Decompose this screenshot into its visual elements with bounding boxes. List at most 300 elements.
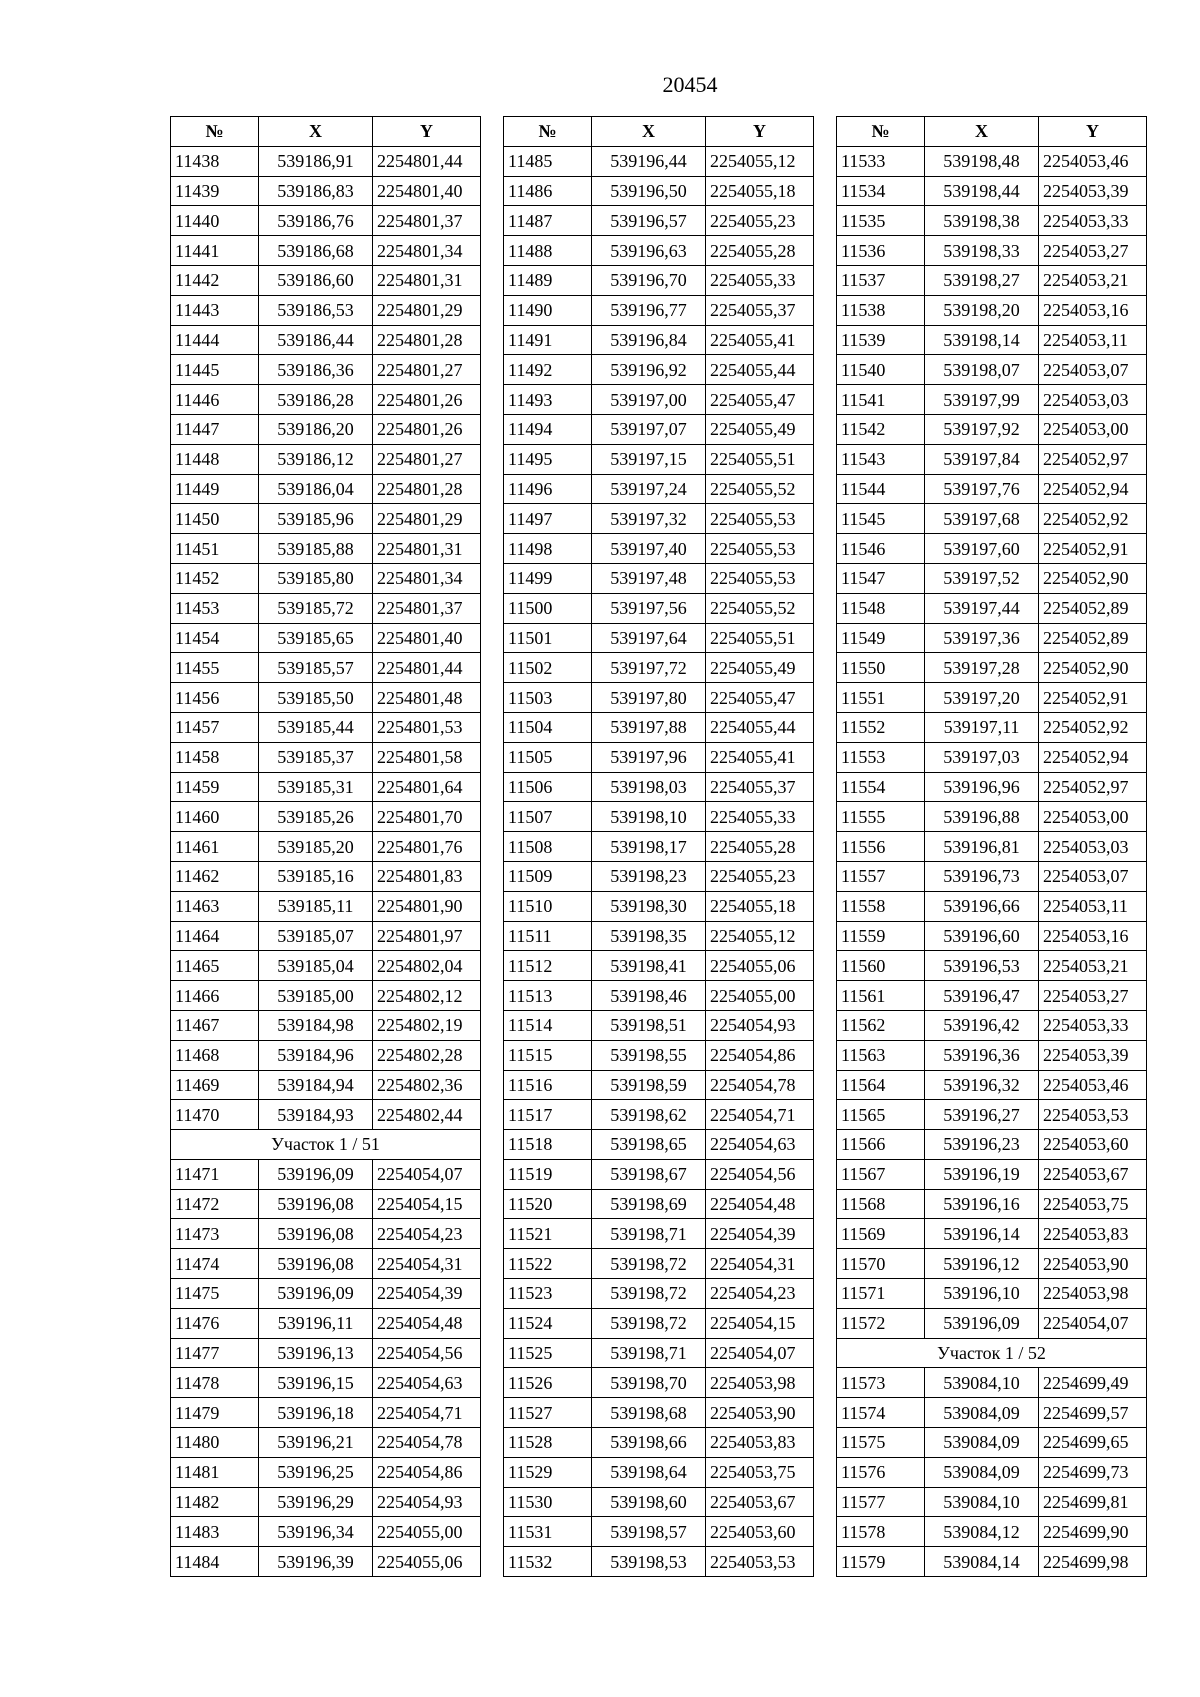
table-row <box>504 1130 814 1160</box>
table-row <box>171 295 481 325</box>
table-row <box>171 265 481 295</box>
y-coordinate-cell: 2254053,60 <box>706 1517 814 1547</box>
y-coordinate-cell: 2254699,90 <box>1039 1517 1147 1547</box>
x-coordinate-cell: 539197,92 <box>925 414 1039 444</box>
point-number-cell: 11515 <box>504 1040 592 1070</box>
point-number-cell: 11496 <box>504 474 592 504</box>
y-coordinate-cell: 2254054,48 <box>706 1189 814 1219</box>
x-coordinate-cell: 539197,28 <box>925 653 1039 683</box>
x-coordinate-cell: 539196,47 <box>925 981 1039 1011</box>
point-number-cell: 11490 <box>504 295 592 325</box>
y-coordinate-cell: 2254055,18 <box>706 176 814 206</box>
table-row <box>504 355 814 385</box>
y-coordinate-cell: 2254052,90 <box>1039 563 1147 593</box>
table-row <box>171 534 481 564</box>
y-coordinate-cell: 2254801,29 <box>373 295 481 325</box>
y-coordinate-cell: 2254055,47 <box>706 683 814 713</box>
x-coordinate-cell: 539198,07 <box>925 355 1039 385</box>
y-coordinate-cell: 2254801,58 <box>373 742 481 772</box>
table-row <box>171 1308 481 1338</box>
x-coordinate-cell: 539198,64 <box>592 1457 706 1487</box>
table-row <box>171 1547 481 1577</box>
point-number-cell: 11479 <box>171 1398 259 1428</box>
point-number-cell: 11522 <box>504 1249 592 1279</box>
point-number-cell: 11527 <box>504 1398 592 1428</box>
y-coordinate-cell: 2254801,26 <box>373 385 481 415</box>
table-row <box>171 1279 481 1309</box>
x-coordinate-cell: 539185,57 <box>259 653 373 683</box>
point-number-cell: 11570 <box>837 1249 925 1279</box>
point-number-cell: 11517 <box>504 1100 592 1130</box>
y-coordinate-cell: 2254055,51 <box>706 444 814 474</box>
y-coordinate-cell: 2254052,94 <box>1039 742 1147 772</box>
table-row <box>837 265 1147 295</box>
point-number-cell: 11466 <box>171 981 259 1011</box>
y-coordinate-cell: 2254055,51 <box>706 623 814 653</box>
x-coordinate-cell: 539196,27 <box>925 1100 1039 1130</box>
table-row <box>504 1010 814 1040</box>
point-number-cell: 11505 <box>504 742 592 772</box>
table-row <box>171 891 481 921</box>
point-number-cell: 11571 <box>837 1279 925 1309</box>
x-coordinate-cell: 539198,62 <box>592 1100 706 1130</box>
column-header-number: № <box>504 117 592 147</box>
x-coordinate-cell: 539198,69 <box>592 1189 706 1219</box>
y-coordinate-cell: 2254801,31 <box>373 534 481 564</box>
y-coordinate-cell: 2254055,41 <box>706 742 814 772</box>
table-row <box>837 1189 1147 1219</box>
y-coordinate-cell: 2254055,52 <box>706 474 814 504</box>
table-row <box>504 712 814 742</box>
table-row <box>837 1040 1147 1070</box>
x-coordinate-cell: 539198,70 <box>592 1368 706 1398</box>
point-number-cell: 11445 <box>171 355 259 385</box>
y-coordinate-cell: 2254055,33 <box>706 802 814 832</box>
y-coordinate-cell: 2254053,27 <box>1039 236 1147 266</box>
table-row <box>837 295 1147 325</box>
table-row <box>837 921 1147 951</box>
x-coordinate-cell: 539196,66 <box>925 891 1039 921</box>
coordinates-table-right <box>836 116 1147 1577</box>
table-row <box>504 1517 814 1547</box>
point-number-cell: 11452 <box>171 563 259 593</box>
point-number-cell: 11555 <box>837 802 925 832</box>
point-number-cell: 11514 <box>504 1010 592 1040</box>
point-number-cell: 11535 <box>837 206 925 236</box>
point-number-cell: 11494 <box>504 414 592 444</box>
x-coordinate-cell: 539198,59 <box>592 1070 706 1100</box>
x-coordinate-cell: 539186,44 <box>259 325 373 355</box>
table-row <box>837 504 1147 534</box>
coordinates-table-left <box>170 116 481 1577</box>
x-coordinate-cell: 539185,80 <box>259 563 373 593</box>
table-row <box>504 414 814 444</box>
point-number-cell: 11541 <box>837 385 925 415</box>
table-row <box>837 1398 1147 1428</box>
point-number-cell: 11544 <box>837 474 925 504</box>
table-row <box>504 683 814 713</box>
point-number-cell: 11512 <box>504 951 592 981</box>
x-coordinate-cell: 539198,35 <box>592 921 706 951</box>
table-row <box>504 385 814 415</box>
point-number-cell: 11529 <box>504 1457 592 1487</box>
x-coordinate-cell: 539196,39 <box>259 1547 373 1577</box>
point-number-cell: 11548 <box>837 593 925 623</box>
point-number-cell: 11460 <box>171 802 259 832</box>
point-number-cell: 11473 <box>171 1219 259 1249</box>
point-number-cell: 11569 <box>837 1219 925 1249</box>
x-coordinate-cell: 539196,23 <box>925 1130 1039 1160</box>
y-coordinate-cell: 2254053,90 <box>706 1398 814 1428</box>
table-row <box>837 1428 1147 1458</box>
table-row <box>837 712 1147 742</box>
y-coordinate-cell: 2254054,63 <box>373 1368 481 1398</box>
x-coordinate-cell: 539198,20 <box>925 295 1039 325</box>
x-coordinate-cell: 539198,72 <box>592 1308 706 1338</box>
section-header-row <box>171 1130 481 1160</box>
point-number-cell: 11470 <box>171 1100 259 1130</box>
y-coordinate-cell: 2254053,00 <box>1039 414 1147 444</box>
y-coordinate-cell: 2254053,98 <box>1039 1279 1147 1309</box>
y-coordinate-cell: 2254054,56 <box>373 1338 481 1368</box>
x-coordinate-cell: 539184,94 <box>259 1070 373 1100</box>
point-number-cell: 11576 <box>837 1457 925 1487</box>
y-coordinate-cell: 2254053,46 <box>1039 146 1147 176</box>
y-coordinate-cell: 2254802,04 <box>373 951 481 981</box>
x-coordinate-cell: 539186,28 <box>259 385 373 415</box>
x-coordinate-cell: 539186,91 <box>259 146 373 176</box>
table-row <box>837 1219 1147 1249</box>
y-coordinate-cell: 2254054,56 <box>706 1159 814 1189</box>
x-coordinate-cell: 539197,03 <box>925 742 1039 772</box>
table-row <box>837 861 1147 891</box>
table-row <box>837 414 1147 444</box>
column-header-y: Y <box>1039 117 1147 147</box>
point-number-cell: 11467 <box>171 1010 259 1040</box>
table-row <box>504 265 814 295</box>
y-coordinate-cell: 2254699,49 <box>1039 1368 1147 1398</box>
point-number-cell: 11503 <box>504 683 592 713</box>
table-row <box>171 772 481 802</box>
y-coordinate-cell: 2254055,00 <box>373 1517 481 1547</box>
x-coordinate-cell: 539197,40 <box>592 534 706 564</box>
x-coordinate-cell: 539197,52 <box>925 563 1039 593</box>
y-coordinate-cell: 2254053,07 <box>1039 355 1147 385</box>
table-row <box>504 444 814 474</box>
table-row <box>837 1368 1147 1398</box>
point-number-cell: 11489 <box>504 265 592 295</box>
x-coordinate-cell: 539185,96 <box>259 504 373 534</box>
table-row <box>171 414 481 444</box>
point-number-cell: 11486 <box>504 176 592 206</box>
x-coordinate-cell: 539186,36 <box>259 355 373 385</box>
x-coordinate-cell: 539198,27 <box>925 265 1039 295</box>
point-number-cell: 11558 <box>837 891 925 921</box>
y-coordinate-cell: 2254801,26 <box>373 414 481 444</box>
table-row <box>171 1249 481 1279</box>
x-coordinate-cell: 539196,19 <box>925 1159 1039 1189</box>
table-row <box>504 1219 814 1249</box>
x-coordinate-cell: 539196,42 <box>925 1010 1039 1040</box>
y-coordinate-cell: 2254699,98 <box>1039 1547 1147 1577</box>
point-number-cell: 11442 <box>171 265 259 295</box>
point-number-cell: 11510 <box>504 891 592 921</box>
y-coordinate-cell: 2254054,78 <box>373 1428 481 1458</box>
y-coordinate-cell: 2254053,39 <box>1039 1040 1147 1070</box>
table-row <box>171 1457 481 1487</box>
x-coordinate-cell: 539197,88 <box>592 712 706 742</box>
table-row <box>837 832 1147 862</box>
table-row <box>837 563 1147 593</box>
point-number-cell: 11438 <box>171 146 259 176</box>
table-row <box>837 951 1147 981</box>
x-coordinate-cell: 539196,11 <box>259 1308 373 1338</box>
point-number-cell: 11559 <box>837 921 925 951</box>
x-coordinate-cell: 539198,72 <box>592 1249 706 1279</box>
x-coordinate-cell: 539196,25 <box>259 1457 373 1487</box>
x-coordinate-cell: 539197,56 <box>592 593 706 623</box>
point-number-cell: 11493 <box>504 385 592 415</box>
x-coordinate-cell: 539185,16 <box>259 861 373 891</box>
point-number-cell: 11488 <box>504 236 592 266</box>
table-row <box>171 981 481 1011</box>
x-coordinate-cell: 539186,83 <box>259 176 373 206</box>
point-number-cell: 11543 <box>837 444 925 474</box>
x-coordinate-cell: 539198,17 <box>592 832 706 862</box>
point-number-cell: 11518 <box>504 1130 592 1160</box>
y-coordinate-cell: 2254054,23 <box>373 1219 481 1249</box>
table-row <box>171 1487 481 1517</box>
x-coordinate-cell: 539198,55 <box>592 1040 706 1070</box>
point-number-cell: 11481 <box>171 1457 259 1487</box>
point-number-cell: 11477 <box>171 1338 259 1368</box>
table-row <box>504 236 814 266</box>
x-coordinate-cell: 539197,32 <box>592 504 706 534</box>
x-coordinate-cell: 539197,68 <box>925 504 1039 534</box>
table-row <box>171 1517 481 1547</box>
point-number-cell: 11519 <box>504 1159 592 1189</box>
x-coordinate-cell: 539198,14 <box>925 325 1039 355</box>
y-coordinate-cell: 2254054,71 <box>706 1100 814 1130</box>
table-row <box>504 1487 814 1517</box>
y-coordinate-cell: 2254801,90 <box>373 891 481 921</box>
table-row <box>504 146 814 176</box>
section-title: Участок 1 / 51 <box>171 1130 481 1160</box>
x-coordinate-cell: 539197,36 <box>925 623 1039 653</box>
point-number-cell: 11577 <box>837 1487 925 1517</box>
y-coordinate-cell: 2254055,49 <box>706 653 814 683</box>
y-coordinate-cell: 2254053,67 <box>1039 1159 1147 1189</box>
y-coordinate-cell: 2254055,53 <box>706 563 814 593</box>
point-number-cell: 11520 <box>504 1189 592 1219</box>
x-coordinate-cell: 539196,81 <box>925 832 1039 862</box>
table-row <box>504 1547 814 1577</box>
x-coordinate-cell: 539198,67 <box>592 1159 706 1189</box>
table-row <box>171 1368 481 1398</box>
table-row <box>504 325 814 355</box>
point-number-cell: 11560 <box>837 951 925 981</box>
x-coordinate-cell: 539196,15 <box>259 1368 373 1398</box>
point-number-cell: 11524 <box>504 1308 592 1338</box>
y-coordinate-cell: 2254052,89 <box>1039 623 1147 653</box>
table-row <box>837 1487 1147 1517</box>
table-row <box>837 325 1147 355</box>
x-coordinate-cell: 539196,88 <box>925 802 1039 832</box>
point-number-cell: 11563 <box>837 1040 925 1070</box>
table-row <box>504 534 814 564</box>
point-number-cell: 11448 <box>171 444 259 474</box>
table-row <box>837 534 1147 564</box>
y-coordinate-cell: 2254052,89 <box>1039 593 1147 623</box>
table-row <box>837 593 1147 623</box>
table-row <box>504 295 814 325</box>
column-header-number: № <box>837 117 925 147</box>
y-coordinate-cell: 2254699,73 <box>1039 1457 1147 1487</box>
x-coordinate-cell: 539197,72 <box>592 653 706 683</box>
x-coordinate-cell: 539196,09 <box>925 1308 1039 1338</box>
x-coordinate-cell: 539198,33 <box>925 236 1039 266</box>
table-row <box>171 385 481 415</box>
table-row <box>837 146 1147 176</box>
point-number-cell: 11497 <box>504 504 592 534</box>
x-coordinate-cell: 539185,07 <box>259 921 373 951</box>
x-coordinate-cell: 539197,24 <box>592 474 706 504</box>
y-coordinate-cell: 2254801,70 <box>373 802 481 832</box>
table-row <box>837 1100 1147 1130</box>
table-row <box>504 1249 814 1279</box>
table-row <box>171 832 481 862</box>
x-coordinate-cell: 539196,08 <box>259 1219 373 1249</box>
y-coordinate-cell: 2254801,31 <box>373 265 481 295</box>
point-number-cell: 11572 <box>837 1308 925 1338</box>
y-coordinate-cell: 2254053,67 <box>706 1487 814 1517</box>
x-coordinate-cell: 539186,12 <box>259 444 373 474</box>
point-number-cell: 11459 <box>171 772 259 802</box>
column-header-x: X <box>259 117 373 147</box>
point-number-cell: 11542 <box>837 414 925 444</box>
y-coordinate-cell: 2254054,78 <box>706 1070 814 1100</box>
x-coordinate-cell: 539198,60 <box>592 1487 706 1517</box>
x-coordinate-cell: 539197,44 <box>925 593 1039 623</box>
table-row <box>171 474 481 504</box>
point-number-cell: 11564 <box>837 1070 925 1100</box>
x-coordinate-cell: 539198,10 <box>592 802 706 832</box>
point-number-cell: 11444 <box>171 325 259 355</box>
y-coordinate-cell: 2254802,44 <box>373 1100 481 1130</box>
x-coordinate-cell: 539197,96 <box>592 742 706 772</box>
table-row <box>504 1279 814 1309</box>
table-row <box>504 563 814 593</box>
point-number-cell: 11491 <box>504 325 592 355</box>
x-coordinate-cell: 539186,04 <box>259 474 373 504</box>
table-row <box>171 712 481 742</box>
y-coordinate-cell: 2254053,83 <box>1039 1219 1147 1249</box>
x-coordinate-cell: 539084,14 <box>925 1547 1039 1577</box>
y-coordinate-cell: 2254699,65 <box>1039 1428 1147 1458</box>
x-coordinate-cell: 539185,72 <box>259 593 373 623</box>
point-number-cell: 11513 <box>504 981 592 1011</box>
y-coordinate-cell: 2254802,12 <box>373 981 481 1011</box>
table-row <box>837 1159 1147 1189</box>
table-row <box>837 1279 1147 1309</box>
y-coordinate-cell: 2254053,46 <box>1039 1070 1147 1100</box>
y-coordinate-cell: 2254802,28 <box>373 1040 481 1070</box>
y-coordinate-cell: 2254055,18 <box>706 891 814 921</box>
x-coordinate-cell: 539196,77 <box>592 295 706 325</box>
table-row <box>171 1100 481 1130</box>
y-coordinate-cell: 2254055,52 <box>706 593 814 623</box>
y-coordinate-cell: 2254053,21 <box>1039 265 1147 295</box>
table-row <box>171 1428 481 1458</box>
y-coordinate-cell: 2254699,81 <box>1039 1487 1147 1517</box>
y-coordinate-cell: 2254055,47 <box>706 385 814 415</box>
y-coordinate-cell: 2254801,37 <box>373 593 481 623</box>
table-row <box>504 891 814 921</box>
x-coordinate-cell: 539185,44 <box>259 712 373 742</box>
point-number-cell: 11447 <box>171 414 259 444</box>
table-row <box>171 921 481 951</box>
table-row <box>171 1189 481 1219</box>
y-coordinate-cell: 2254054,86 <box>373 1457 481 1487</box>
point-number-cell: 11561 <box>837 981 925 1011</box>
point-number-cell: 11440 <box>171 206 259 236</box>
table-row <box>504 772 814 802</box>
y-coordinate-cell: 2254053,11 <box>1039 891 1147 921</box>
column-header-number: № <box>171 117 259 147</box>
x-coordinate-cell: 539084,09 <box>925 1398 1039 1428</box>
point-number-cell: 11523 <box>504 1279 592 1309</box>
x-coordinate-cell: 539198,53 <box>592 1547 706 1577</box>
y-coordinate-cell: 2254801,40 <box>373 176 481 206</box>
table-row <box>171 206 481 236</box>
table-row <box>837 236 1147 266</box>
point-number-cell: 11531 <box>504 1517 592 1547</box>
point-number-cell: 11455 <box>171 653 259 683</box>
table-row <box>504 951 814 981</box>
point-number-cell: 11508 <box>504 832 592 862</box>
point-number-cell: 11457 <box>171 712 259 742</box>
x-coordinate-cell: 539198,71 <box>592 1338 706 1368</box>
x-coordinate-cell: 539196,14 <box>925 1219 1039 1249</box>
point-number-cell: 11507 <box>504 802 592 832</box>
point-number-cell: 11474 <box>171 1249 259 1279</box>
y-coordinate-cell: 2254052,91 <box>1039 683 1147 713</box>
x-coordinate-cell: 539198,51 <box>592 1010 706 1040</box>
coordinates-table-middle <box>503 116 814 1577</box>
y-coordinate-cell: 2254801,48 <box>373 683 481 713</box>
table-row <box>504 1159 814 1189</box>
y-coordinate-cell: 2254801,27 <box>373 355 481 385</box>
table-row <box>837 1130 1147 1160</box>
x-coordinate-cell: 539196,09 <box>259 1159 373 1189</box>
point-number-cell: 11566 <box>837 1130 925 1160</box>
y-coordinate-cell: 2254801,37 <box>373 206 481 236</box>
table-row <box>171 236 481 266</box>
point-number-cell: 11509 <box>504 861 592 891</box>
point-number-cell: 11552 <box>837 712 925 742</box>
y-coordinate-cell: 2254054,86 <box>706 1040 814 1070</box>
table-row <box>837 176 1147 206</box>
point-number-cell: 11532 <box>504 1547 592 1577</box>
y-coordinate-cell: 2254801,29 <box>373 504 481 534</box>
table-row <box>171 1398 481 1428</box>
x-coordinate-cell: 539185,04 <box>259 951 373 981</box>
y-coordinate-cell: 2254053,21 <box>1039 951 1147 981</box>
x-coordinate-cell: 539196,60 <box>925 921 1039 951</box>
table-row <box>171 325 481 355</box>
table-row <box>171 1010 481 1040</box>
x-coordinate-cell: 539198,48 <box>925 146 1039 176</box>
